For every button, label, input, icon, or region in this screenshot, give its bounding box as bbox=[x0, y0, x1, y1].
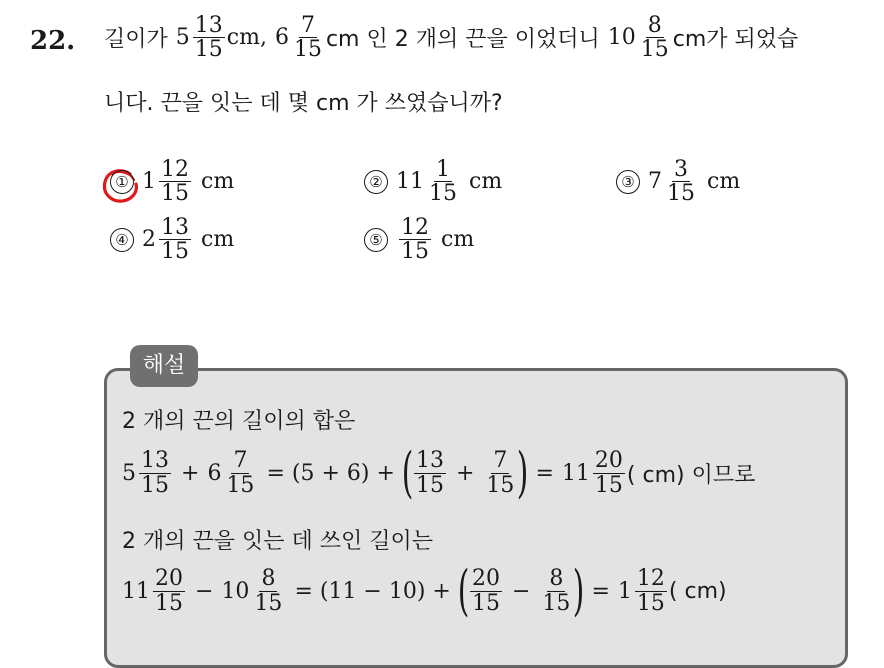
denominator: 15 bbox=[542, 590, 571, 616]
fraction-whole: 6 bbox=[207, 460, 222, 486]
numerator: 12 bbox=[636, 566, 665, 592]
denominator: 15 bbox=[141, 472, 169, 498]
fraction bbox=[470, 567, 502, 614]
mixed-fraction bbox=[159, 216, 191, 263]
denominator: 15 bbox=[594, 472, 623, 498]
fraction bbox=[484, 449, 516, 496]
numerator: 13 bbox=[141, 448, 169, 474]
choice-5[interactable] bbox=[364, 216, 474, 263]
mixed-fraction bbox=[159, 158, 191, 205]
operator: + bbox=[455, 460, 475, 486]
mixed-fraction bbox=[635, 567, 667, 614]
denominator: 15 bbox=[640, 37, 669, 63]
solution-equation-1 bbox=[122, 441, 756, 504]
fraction-whole: 6 bbox=[274, 25, 289, 51]
denominator: 15 bbox=[636, 590, 665, 616]
question-text-part-1: 길이가 bbox=[104, 27, 168, 53]
denominator: 15 bbox=[226, 472, 255, 498]
denominator: 15 bbox=[486, 472, 515, 498]
fraction-whole: 2 bbox=[142, 227, 156, 253]
denominator: 15 bbox=[471, 590, 500, 616]
choice-2[interactable] bbox=[364, 158, 502, 205]
numerator: 13 bbox=[194, 13, 223, 38]
equation-segment: = (11 − 10) + bbox=[294, 578, 451, 604]
choice-marker: ④ bbox=[110, 228, 134, 252]
denominator: 15 bbox=[161, 181, 189, 207]
numerator: 20 bbox=[155, 566, 183, 592]
equals: = bbox=[535, 460, 554, 486]
choice-marker: ⑤ bbox=[364, 228, 388, 252]
denominator: 15 bbox=[293, 37, 322, 63]
unit: cm bbox=[469, 169, 503, 195]
mixed-fraction bbox=[427, 158, 459, 205]
denominator: 15 bbox=[401, 239, 429, 265]
denominator: 15 bbox=[155, 590, 183, 616]
fraction-whole: 1 bbox=[617, 578, 632, 604]
operator: + bbox=[181, 460, 200, 486]
operator: − bbox=[511, 578, 531, 604]
right-paren: ) bbox=[517, 441, 529, 504]
fraction-whole: 5 bbox=[122, 460, 136, 486]
fraction bbox=[399, 216, 431, 263]
mixed-fraction bbox=[665, 158, 697, 205]
numerator: 3 bbox=[674, 157, 688, 182]
choice-marker: ③ bbox=[616, 170, 640, 194]
numerator: 12 bbox=[401, 215, 429, 240]
mixed-fraction bbox=[292, 14, 324, 61]
question-text-part-3: cm 인 2 개의 끈을 이었더니 bbox=[325, 27, 600, 53]
numerator: 13 bbox=[415, 448, 444, 474]
numerator: 8 bbox=[549, 566, 564, 592]
choice-marker: ① bbox=[110, 170, 134, 194]
question-text-part-2: cm, bbox=[226, 25, 267, 51]
solution-equation-2 bbox=[122, 559, 727, 622]
denominator: 15 bbox=[194, 37, 223, 63]
operator: − bbox=[195, 578, 214, 604]
equals: = bbox=[591, 578, 610, 604]
numerator: 13 bbox=[161, 215, 189, 240]
unit: cm bbox=[201, 169, 235, 195]
mixed-fraction bbox=[139, 449, 171, 496]
numerator: 20 bbox=[594, 448, 623, 474]
mixed-fraction bbox=[193, 14, 225, 61]
question-number: 22. bbox=[30, 26, 76, 56]
mixed-fraction bbox=[639, 14, 671, 61]
mixed-fraction bbox=[593, 449, 625, 496]
numerator: 7 bbox=[300, 13, 315, 38]
fraction-whole: 11 bbox=[561, 460, 590, 486]
question-line-2: 니다. 끈을 잇는 데 몇 cm 가 쓰였습니까? bbox=[104, 91, 503, 116]
numerator: 12 bbox=[161, 157, 189, 182]
unit: cm bbox=[707, 169, 741, 195]
fraction-whole: 11 bbox=[396, 169, 424, 195]
mixed-fraction bbox=[153, 567, 185, 614]
fraction bbox=[540, 567, 572, 614]
fraction-whole: 1 bbox=[142, 169, 156, 195]
fraction-whole: 7 bbox=[648, 169, 662, 195]
numerator: 8 bbox=[647, 13, 662, 38]
left-paren: ( bbox=[401, 441, 414, 504]
solution-tag: 해설 bbox=[130, 345, 198, 387]
fraction bbox=[414, 449, 446, 496]
choice-3[interactable] bbox=[616, 158, 740, 205]
unit: cm bbox=[441, 227, 475, 253]
question-line-1 bbox=[104, 14, 798, 61]
denominator: 15 bbox=[415, 472, 444, 498]
equation-segment: = (5 + 6) + bbox=[266, 460, 395, 486]
unit: cm bbox=[201, 227, 235, 253]
fraction-whole: 10 bbox=[607, 25, 636, 51]
choice-4[interactable] bbox=[110, 216, 234, 263]
choice-marker: ② bbox=[364, 170, 388, 194]
choice-1[interactable] bbox=[110, 158, 234, 205]
solution-text-1: 2 개의 끈의 길이의 합은 bbox=[122, 409, 356, 434]
mixed-fraction bbox=[224, 449, 256, 496]
right-paren: ) bbox=[573, 559, 585, 622]
question-text-part-4: cm가 되었습 bbox=[672, 27, 799, 53]
equation-tail: ( cm) 이므로 bbox=[626, 462, 756, 488]
solution-text-2: 2 개의 끈을 잇는 데 쓰인 길이는 bbox=[122, 529, 433, 554]
numerator: 1 bbox=[436, 157, 450, 182]
denominator: 15 bbox=[254, 590, 283, 616]
denominator: 15 bbox=[161, 239, 189, 265]
left-paren: ( bbox=[457, 559, 470, 622]
numerator: 7 bbox=[233, 448, 248, 474]
numerator: 7 bbox=[493, 448, 508, 474]
equation-tail: ( cm) bbox=[668, 578, 727, 604]
fraction-whole: 10 bbox=[221, 578, 250, 604]
fraction-whole: 11 bbox=[122, 578, 150, 604]
denominator: 15 bbox=[667, 181, 695, 207]
numerator: 8 bbox=[261, 566, 276, 592]
denominator: 15 bbox=[429, 181, 457, 207]
mixed-fraction bbox=[252, 567, 284, 614]
numerator: 20 bbox=[471, 566, 500, 592]
fraction-whole: 5 bbox=[175, 25, 190, 51]
